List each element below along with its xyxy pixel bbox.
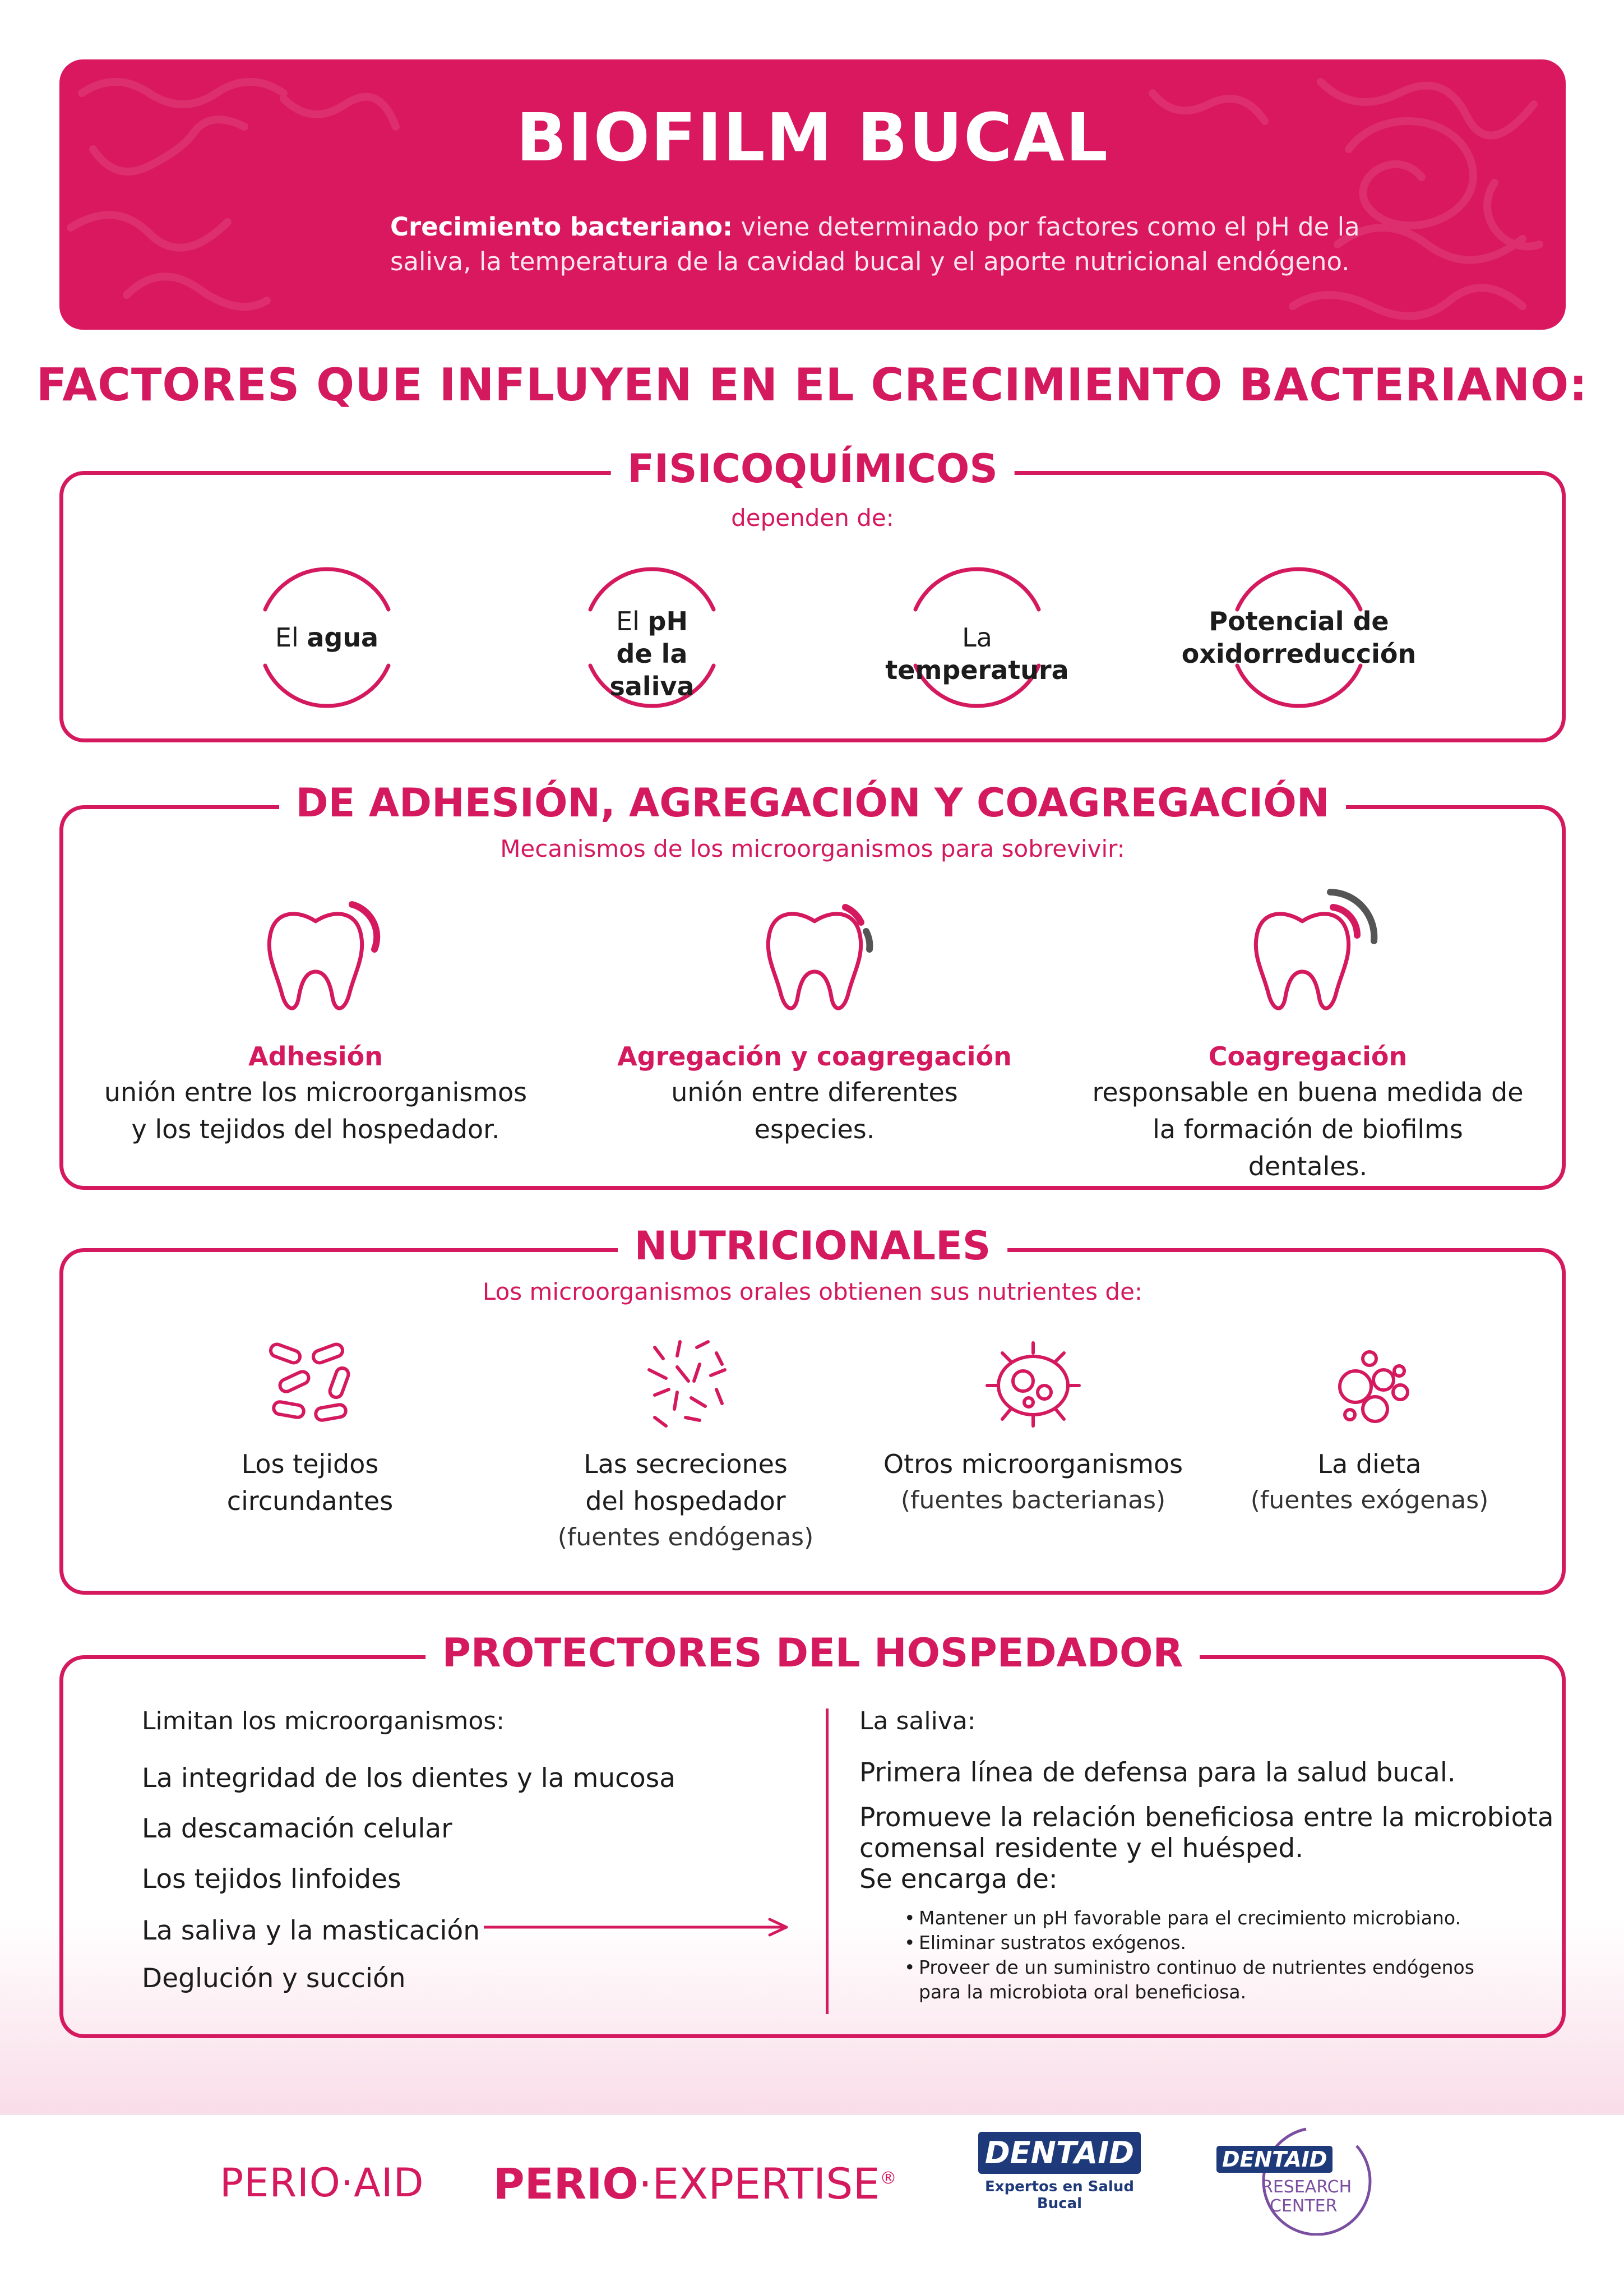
saliva-text: Primera línea de defensa para la salud bucal. [859,1757,1456,1788]
list-item: La integridad de los dientes y la mucosa [142,1763,676,1794]
bacilli-icon [262,1336,358,1432]
section-subtitle: Mecanismos de los microorganismos para sobrevivir: [500,835,1125,862]
arrow-right-icon [484,1916,798,1938]
list-item: La saliva y la masticación [142,1915,480,1946]
lead-line1: viene determinado por factores como el pH de la [733,212,1360,242]
tooth-icon [742,888,887,1022]
section-subtitle: dependen de: [731,504,894,532]
item-note: (fuentes endógenas) [557,1523,814,1551]
bullet-item: • Proveer de un suministro continuo de nutrientes endógenos [904,1955,1474,1980]
logo-perio-expertise: PERIO·EXPERTISE® [493,2159,897,2209]
item-text: unión entre diferentes [671,1077,958,1107]
column-divider [826,1708,829,2014]
item-text: Otros microorganismos [883,1449,1183,1479]
saliva-text: Se encarga de: [859,1864,1058,1895]
fisico-item-agua [254,553,400,722]
item-text: y los tejidos del hospedador. [131,1114,500,1144]
saliva-text: comensal residente y el huésped. [859,1833,1304,1864]
logo-dentaid-research: DENTAID RESEARCH CENTER [1211,2123,1379,2236]
section-subtitle: Los microorganismos orales obtienen sus nutrientes de: [482,1278,1143,1305]
nutri-item-secreciones [523,1336,848,1555]
logo-dentaid: DENTAID Expertos en Salud Bucal [978,2132,1141,2212]
lead-bold: Crecimiento bacteriano: [390,212,733,242]
bullet-item: • Eliminar sustratos exógenos. [904,1931,1474,1955]
saliva-bullets [904,1906,1474,2005]
fisico-label: El agua [275,622,379,653]
item-text: Las secreciones [584,1449,788,1479]
main-heading: FACTORES QUE INFLUYEN EN EL CRECIMIENTO BACTERIANO: [36,359,1588,411]
section-title: PROTECTORES DEL HOSPEDADOR [425,1630,1200,1676]
saliva-text: Promueve la relación beneficiosa entre la microbiota [859,1802,1554,1833]
tooth-icon [243,888,388,1022]
item-text: la formación de biofilms dentales. [1153,1114,1463,1181]
footer [0,2114,1624,2295]
section-title: FISICOQUÍMICOS [610,446,1015,492]
left-heading: Limitan los microorganismos: [142,1707,505,1735]
list-item: Los tejidos linfoides [142,1864,401,1895]
adhesion-item-adhesion [97,888,534,1148]
adhesion-item-coagregacion [1089,888,1526,1185]
fisico-item-temperatura [885,553,1069,722]
tooth-icon [1229,888,1386,1022]
fisico-label: Potencial de oxidorreducción [1181,606,1417,669]
nutri-item-microorganismos [871,1336,1196,1518]
item-note: (fuentes bacterianas) [900,1486,1166,1514]
section-nutricionales [59,1223,1566,1595]
microbe-icon [983,1336,1084,1432]
section-title: DE ADHESIÓN, AGREGACIÓN Y COAGREGACIÓN [279,780,1347,826]
list-item: La descamación celular [142,1813,452,1844]
bubbles-icon [1322,1336,1417,1432]
item-text: unión entre los microorganismos [104,1077,528,1107]
fisico-label: El pH de la saliva [609,606,695,701]
list-item: Deglución y succión [142,1963,406,1994]
adhesion-item-agregacion [596,888,1033,1148]
item-text: Los tejidos [241,1449,379,1479]
bullet-item: • Mantener un pH favorable para el crecimiento microbiano. [904,1906,1474,1931]
page-title: BIOFILM BUCAL [516,99,1109,176]
section-title: NUTRICIONALES [618,1223,1008,1269]
fisico-item-ph [579,553,725,722]
nutri-item-dieta [1207,1336,1532,1518]
right-heading: La saliva: [859,1707,976,1735]
section-fisicoquimicos [59,446,1566,742]
header-banner [59,59,1566,330]
particles-icon [638,1336,733,1432]
item-title: Adhesión [248,1041,383,1072]
item-text: circundantes [226,1486,394,1516]
logo-perio-aid: PERIO·AID [220,2160,424,2206]
fisico-item-potencial [1181,553,1417,722]
bullet-continuation: para la microbiota oral beneficiosa. [919,1981,1247,2003]
item-title: Coagregación [1208,1041,1408,1072]
item-note: (fuentes exógenas) [1250,1486,1489,1514]
fisico-label: La temperatura [885,622,1069,685]
item-text: especies. [754,1114,875,1144]
item-text: La dieta [1317,1449,1422,1479]
section-protectores [59,1630,1566,2038]
item-title: Agregación y coagregación [617,1041,1012,1072]
lead-line2: saliva, la temperatura de la cavidad bucal y el aporte nutricional endógeno. [390,247,1350,276]
item-text: responsable en buena medida de [1092,1077,1524,1107]
nutri-item-tejidos [147,1336,473,1520]
header-lead [390,210,1366,279]
section-adhesion [59,780,1566,1190]
item-text: del hospedador [585,1486,786,1516]
